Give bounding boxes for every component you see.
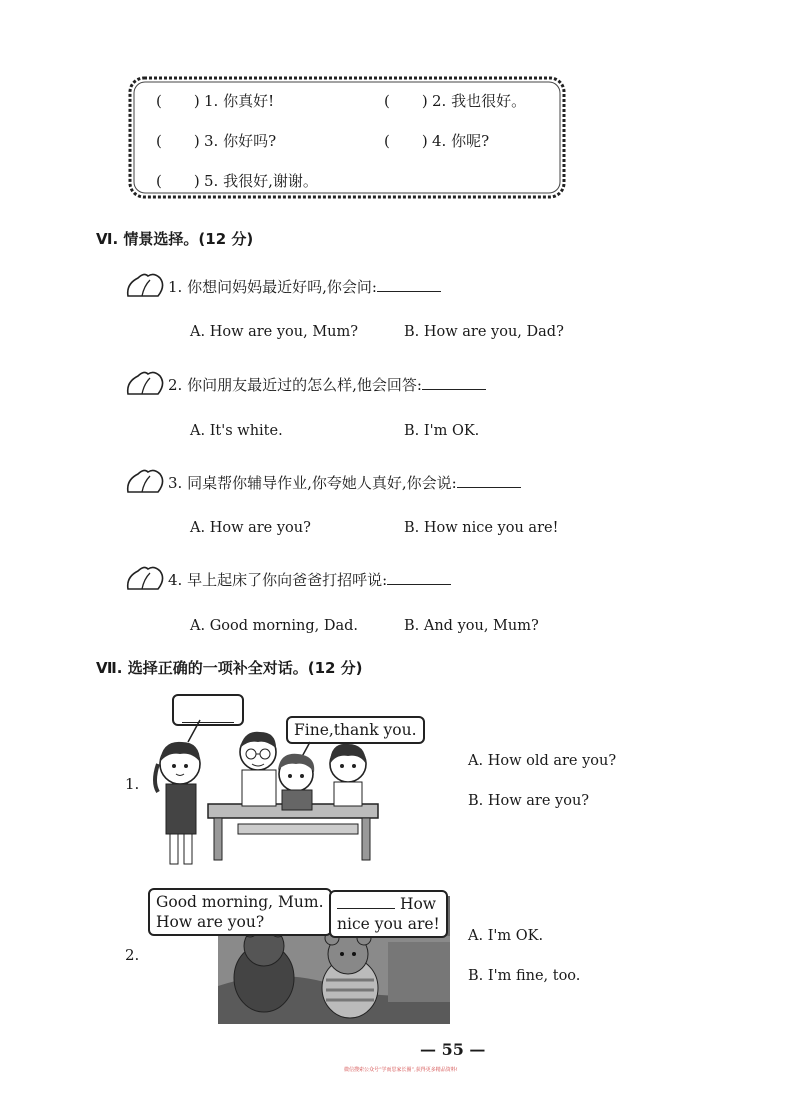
classroom-children-illustration [148, 712, 388, 872]
peach-icon [124, 563, 166, 593]
match-item-2: ( ) 2. 我也很好。 [384, 92, 527, 110]
section-6-title: Ⅵ. 情景选择。(12 分) [96, 230, 254, 248]
answer-paren[interactable]: ( ) [156, 172, 200, 190]
answer-blank[interactable] [377, 277, 441, 292]
speech-bubble-mum: Good morning, Mum. How are you? [148, 888, 332, 936]
option-b[interactable]: B. And you, Mum? [404, 618, 539, 634]
question-3: 3. 同桌帮你辅导作业,你夸她人真好,你会说: [168, 472, 521, 493]
match-item-1: ( ) 1. 你真好! [156, 92, 275, 110]
speech-bubble-child: How nice you are! [329, 890, 448, 938]
option-b[interactable]: B. How are you, Dad? [404, 324, 564, 340]
question-1: 1. 你想问妈妈最近好吗,你会问: [168, 276, 441, 297]
answer-paren[interactable]: ( ) [384, 132, 428, 150]
option-b[interactable]: B. How are you? [468, 793, 590, 809]
option-b[interactable]: B. How nice you are! [404, 520, 559, 536]
option-a[interactable]: A. Good morning, Dad. [190, 618, 359, 634]
match-item-3: ( ) 3. 你好吗? [156, 132, 277, 150]
option-b[interactable]: B. I'm OK. [404, 423, 480, 439]
option-b[interactable]: B. I'm fine, too. [468, 968, 581, 984]
answer-blank[interactable] [457, 473, 521, 488]
option-a[interactable]: A. How are you, Mum? [190, 324, 359, 340]
match-item-4: ( ) 4. 你呢? [384, 132, 490, 150]
item-number: 1. [125, 775, 140, 793]
page-number: — 55 — [420, 1040, 486, 1059]
answer-paren[interactable]: ( ) [384, 92, 428, 110]
match-item-5: ( ) 5. 我很好,谢谢。 [156, 172, 318, 190]
section-7-title: Ⅶ. 选择正确的一项补全对话。(12 分) [96, 659, 363, 677]
answer-paren[interactable]: ( ) [156, 92, 200, 110]
peach-icon [124, 270, 166, 300]
option-a[interactable]: A. I'm OK. [468, 928, 544, 944]
answer-paren[interactable]: ( ) [156, 132, 200, 150]
question-2: 2. 你问朋友最近过的怎么样,他会回答: [168, 374, 486, 395]
peach-icon [124, 368, 166, 398]
option-a[interactable]: A. It's white. [190, 423, 283, 439]
option-a[interactable]: A. How old are you? [468, 753, 617, 769]
speech-bubble: Fine,thank you. [286, 716, 425, 744]
answer-blank[interactable] [422, 375, 486, 390]
answer-blank[interactable] [387, 570, 451, 585]
peach-icon [124, 466, 166, 496]
answer-blank[interactable] [337, 898, 395, 909]
footer-note: 微信搜索公众号“学而思家长圈”,获得更多精品资料! [344, 1067, 458, 1073]
question-4: 4. 早上起床了你向爸爸打招呼说: [168, 569, 451, 590]
item-number: 2. [125, 946, 140, 964]
option-a[interactable]: A. How are you? [190, 520, 311, 536]
